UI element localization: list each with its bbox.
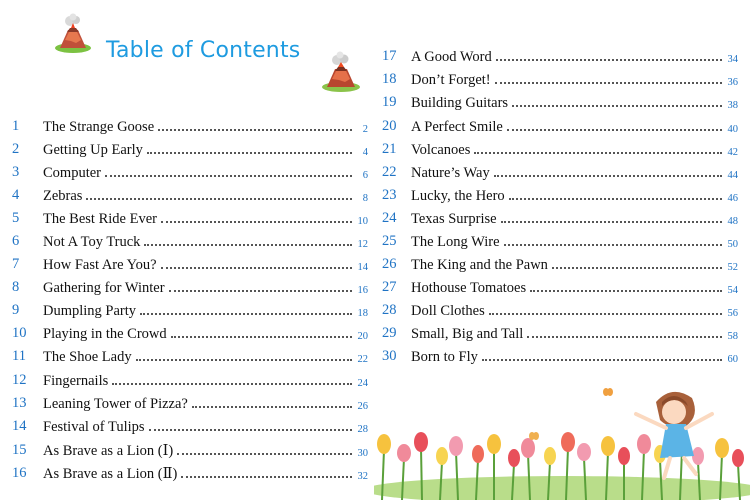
leader-dots: [192, 406, 352, 408]
leader-dots: [509, 198, 722, 200]
chapter-number: 8: [12, 279, 20, 295]
page-number: 32: [357, 471, 368, 482]
chapter-number: 27: [382, 279, 397, 295]
toc-entry[interactable]: [382, 208, 738, 228]
chapter-number: 22: [382, 164, 397, 180]
chapter-title: Doll Clothes: [411, 303, 485, 319]
leader-dots: [181, 476, 352, 478]
leader-dots: [171, 336, 352, 338]
page-number: 18: [357, 308, 368, 319]
toc-entry[interactable]: [12, 370, 368, 390]
leader-dots: [177, 453, 352, 455]
chapter-title: Computer: [43, 165, 101, 181]
chapter-number: 24: [382, 210, 397, 226]
chapter-number: 19: [382, 94, 397, 110]
chapter-title: Festival of Tulips: [43, 419, 145, 435]
toc-entry[interactable]: [12, 393, 368, 413]
girl-in-tulips-illustration: [374, 378, 750, 500]
leader-dots: [482, 359, 722, 361]
toc-entry[interactable]: [382, 46, 738, 66]
chapter-number: 4: [12, 187, 20, 203]
chapter-number: 26: [382, 256, 397, 272]
chapter-title: The King and the Pawn: [411, 257, 548, 273]
chapter-title: Zebras: [43, 188, 83, 204]
chapter-title: Nature’s Way: [411, 165, 490, 181]
page-number: 34: [727, 54, 738, 65]
leader-dots: [495, 82, 722, 84]
chapter-title: A Good Word: [411, 49, 492, 65]
page-number: 2: [362, 124, 368, 135]
page-number: 10: [357, 216, 368, 227]
toc-entry[interactable]: [382, 231, 738, 251]
chapter-number: 18: [382, 71, 397, 87]
page-number: 6: [362, 170, 368, 181]
leader-dots: [169, 290, 352, 292]
chapter-number: 14: [12, 418, 27, 434]
chapter-title: As Brave as a Lion (Ⅰ): [43, 443, 174, 459]
chapter-number: 20: [382, 118, 397, 134]
leader-dots: [112, 383, 352, 385]
chapter-title: Born to Fly: [411, 349, 478, 365]
leader-dots: [474, 152, 722, 154]
toc-entry[interactable]: [382, 185, 738, 205]
page-number: 52: [727, 262, 738, 273]
toc-entry[interactable]: [12, 277, 368, 297]
toc-entry[interactable]: [12, 185, 368, 205]
chapter-title: Playing in the Crowd: [43, 326, 167, 342]
chapter-title: How Fast Are You?: [43, 257, 157, 273]
chapter-number: 28: [382, 302, 397, 318]
chapter-title: Hothouse Tomatoes: [411, 280, 527, 296]
toc-entry[interactable]: [12, 162, 368, 182]
leader-dots: [489, 313, 722, 315]
chapter-title: The Best Ride Ever: [43, 211, 157, 227]
toc-entry[interactable]: [382, 323, 738, 343]
chapter-number: 29: [382, 325, 397, 341]
butterfly-icon: [603, 388, 613, 396]
chapter-title: The Strange Goose: [43, 119, 155, 135]
page-number: 56: [727, 308, 738, 319]
page-number: 26: [357, 401, 368, 412]
toc-entry[interactable]: [382, 300, 738, 320]
chapter-number: 12: [12, 372, 27, 388]
leader-dots: [105, 175, 352, 177]
chapter-number: 10: [12, 325, 27, 341]
leader-dots: [552, 267, 722, 269]
chapter-number: 15: [12, 442, 27, 458]
volcano-icon: [52, 12, 94, 54]
leader-dots: [161, 267, 352, 269]
page-number: 42: [727, 147, 738, 158]
toc-entry[interactable]: [12, 416, 368, 436]
chapter-title: Gathering for Winter: [43, 280, 165, 296]
chapter-title: Not A Toy Truck: [43, 234, 141, 250]
page-number: 60: [727, 354, 738, 365]
toc-entry[interactable]: [12, 440, 368, 460]
leader-dots: [149, 429, 352, 431]
chapter-title: Leaning Tower of Pizza?: [43, 396, 188, 412]
chapter-number: 16: [12, 465, 27, 481]
toc-entry[interactable]: [382, 116, 738, 136]
page-number: 16: [357, 285, 368, 296]
chapter-title: As Brave as a Lion (Ⅱ): [43, 466, 178, 482]
page-number: 4: [362, 147, 368, 158]
page-number: 30: [357, 448, 368, 459]
toc-entry[interactable]: [12, 463, 368, 483]
volcano-icon: [320, 50, 362, 94]
leader-dots: [504, 244, 722, 246]
butterfly-icon: [529, 432, 539, 440]
page-number: 24: [357, 378, 368, 389]
chapter-number: 21: [382, 141, 397, 157]
leader-dots: [530, 290, 722, 292]
chapter-title: Volcanoes: [411, 142, 471, 158]
leader-dots: [512, 105, 722, 107]
chapter-number: 17: [382, 48, 397, 64]
leader-dots: [494, 175, 722, 177]
toc-entry[interactable]: [12, 346, 368, 366]
chapter-title: Don’t Forget!: [411, 72, 491, 88]
chapter-number: 7: [12, 256, 20, 272]
leader-dots: [496, 59, 722, 61]
page-number: 36: [727, 77, 738, 88]
chapter-title: Getting Up Early: [43, 142, 143, 158]
chapter-title: The Long Wire: [411, 234, 500, 250]
toc-entry[interactable]: [382, 346, 738, 366]
leader-dots: [136, 359, 352, 361]
chapter-title: Lucky, the Hero: [411, 188, 505, 204]
chapter-number: 6: [12, 233, 20, 249]
toc-entry[interactable]: [382, 277, 738, 297]
chapter-title: Fingernails: [43, 373, 109, 389]
toc-entry[interactable]: [12, 139, 368, 159]
page-number: 28: [357, 424, 368, 435]
page-number: 14: [357, 262, 368, 273]
chapter-number: 2: [12, 141, 20, 157]
chapter-number: 1: [12, 118, 20, 134]
chapter-number: 11: [12, 348, 26, 364]
page-number: 20: [357, 331, 368, 342]
toc-entry[interactable]: [382, 162, 738, 182]
leader-dots: [527, 336, 722, 338]
leader-dots: [507, 129, 722, 131]
leader-dots: [158, 129, 352, 131]
chapter-number: 3: [12, 164, 20, 180]
chapter-number: 25: [382, 233, 397, 249]
chapter-number: 5: [12, 210, 20, 226]
toc-entry[interactable]: [382, 69, 738, 89]
page-number: 12: [357, 239, 368, 250]
page-number: 22: [357, 354, 368, 365]
leader-dots: [140, 313, 352, 315]
leader-dots: [144, 244, 352, 246]
chapter-title: Dumpling Party: [43, 303, 137, 319]
toc-entry[interactable]: [12, 116, 368, 136]
chapter-number: 9: [12, 302, 20, 318]
leader-dots: [161, 221, 352, 223]
leader-dots: [86, 198, 352, 200]
leader-dots: [501, 221, 722, 223]
chapter-title: The Shoe Lady: [43, 349, 132, 365]
toc-entry[interactable]: [382, 254, 738, 274]
chapter-number: 13: [12, 395, 27, 411]
chapter-number: 30: [382, 348, 397, 364]
chapter-title: Building Guitars: [411, 95, 509, 111]
toc-entry[interactable]: [382, 139, 738, 159]
page-number: 40: [727, 124, 738, 135]
chapter-title: Small, Big and Tall: [411, 326, 524, 342]
page-number: 46: [727, 193, 738, 204]
toc-entry[interactable]: [12, 300, 368, 320]
page-number: 50: [727, 239, 738, 250]
page-number: 38: [727, 100, 738, 111]
leader-dots: [147, 152, 352, 154]
chapter-title: A Perfect Smile: [411, 119, 503, 135]
chapter-title: Texas Surprise: [411, 211, 497, 227]
toc-entry[interactable]: [12, 254, 368, 274]
page-number: 58: [727, 331, 738, 342]
page-number: 54: [727, 285, 738, 296]
chapter-number: 23: [382, 187, 397, 203]
page-number: 48: [727, 216, 738, 227]
toc-entry[interactable]: [12, 323, 368, 343]
page-title: Table of Contents: [106, 38, 301, 63]
page-number: 8: [362, 193, 368, 204]
toc-entry[interactable]: [382, 92, 738, 112]
toc-entry[interactable]: [12, 231, 368, 251]
toc-entry[interactable]: [12, 208, 368, 228]
page-number: 44: [727, 170, 738, 181]
